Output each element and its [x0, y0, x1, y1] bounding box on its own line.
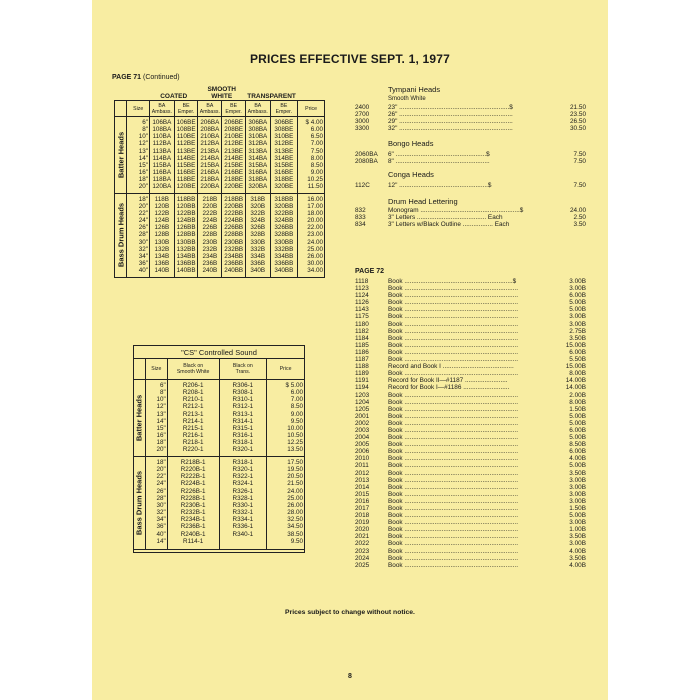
- batter-trans-be: 306BE 308BE 310BE 312BE 313BE 314BE 315BE 316BE 318BE 320BE: [270, 117, 298, 194]
- lettering-codes: 832 833 834: [355, 207, 366, 229]
- bass-coated-ba: 118B 120B 122B 124B 126B 128B 130B 132B 134B 136B 140B: [150, 193, 175, 277]
- cs-col-smooth-white: Black on Smooth White: [167, 359, 219, 380]
- page72-prices: 3.00B 3.00B 6.00B 5.00B 5.00B 3.00B 3.00B 2.75B 3.50B 15.00B 6.00B 5.50B 15.00B 8.00B 14.00B 14.00B 2.00B 8.00B 1.50B 5.00B 5.00B 6.00B 5.00B 8.50B 6.00B 4.00B 5.00B 3.50B 3.00B 3.00B 3.00B 3.00B 1.50B 5.00B 3.00B 1.00B 3.50B 3.00B 4.00B 3.50B 4.00B: [565, 278, 586, 569]
- batter-heads-label: Batter Heads: [115, 117, 127, 194]
- cs-bass-drum-heads-label: Bass Drum Heads: [134, 457, 146, 550]
- cs-col-size: Size: [145, 359, 167, 380]
- lettering-prices: 24.00 2.50 3.50: [570, 207, 586, 229]
- cs-bass-prices: 17.50 19.50 20.50 21.50 24.00 25.00 26.00 28.00 32.50 34.50 38.50 9.50: [267, 457, 305, 550]
- bongo-codes: 2060BA 2080BA: [355, 151, 378, 166]
- col-smooth-be: BE Emper.: [222, 101, 246, 117]
- conga-prices: 7.50: [573, 182, 586, 189]
- bass-prices: 16.00 17.00 18.00 20.00 22.00 23.00 24.00 25.00 26.00 30.00 34.00: [298, 193, 325, 277]
- cs-bass-smooth-white: R218B-1 R220B-1 R222B-1 R224B-1 R226B-1 R228B-1 R230B-1 R232B-1 R234B-1 R236B-1 R240B-1 R114-1: [167, 457, 219, 550]
- cs-bass-row: [134, 457, 305, 550]
- page72-items: Book .............................................................$ Book ................................................................ Book ................................................................ Book ................................................................ Book ................................................................ Book ................................................................ Book ................................................................ Book ................................................................ Book ................................................................ Book ................................................................ Book ................................................................ Book ................................................................ Record and Book I ........................................ Book ................................................................ Record for Book II—#1187 ........................ Record for Book I—#1186 .......................... Book ................................................................ Book ................................................................ Book ................................................................ Book ................................................................ Book ................................................................ Book ................................................................ Book ................................................................ Book ................................................................ Book ................................................................ Book ................................................................ Book ................................................................ Book ................................................................ Book ................................................................ Book ................................................................ Book ................................................................ Book ................................................................ Book ................................................................ Book ................................................................ Book ................................................................ Book ................................................................ Book ................................................................ Book ................................................................ Book ................................................................ Book ................................................................ Book ................................................................: [388, 278, 518, 569]
- group-smooth-white: SMOOTH WHITE: [207, 86, 236, 100]
- col-size: Size: [127, 101, 150, 117]
- bass-coated-be: 118BB 120BB 122BB 124BB 126BB 128BB 130BB 132BB 134BB 136BB 140BB: [174, 193, 198, 277]
- cs-batter-heads-label: Batter Heads: [134, 380, 146, 457]
- bongo-prices: 7.50 7.50: [573, 151, 586, 166]
- cs-col-trans: Black on Trans.: [219, 359, 267, 380]
- footer-note: Prices subject to change without notice.: [285, 609, 415, 616]
- col-trans-ba: BA Ambass.: [245, 101, 270, 117]
- page72-codes: 1118 1123 1124 1126 1143 1175 1180 1182 1184 1185 1186 1187 1188 1189 1191 1194 1203 1204 1205 2001 2002 2003 2004 2005 2006 2010 2011 2012 2013 2014 2015 2016 2017 2018 2019 2020 2021 2022 2023 2024 2025: [355, 278, 370, 569]
- batter-sizes: 6" 8" 10" 12" 13" 14" 15" 16" 18" 20": [127, 117, 150, 194]
- tympani-items: 23" ..............................................................$ 26" ................................................................ 29" ................................................................ 32" ................................................................: [388, 104, 513, 133]
- page-number: 8: [348, 673, 352, 680]
- bass-sizes: 18" 20" 22" 24" 26" 28" 30" 32" 34" 36" 40": [127, 193, 150, 277]
- cs-batter-row: [134, 380, 305, 457]
- page71-label-number: 71: [133, 74, 142, 81]
- tympani-heading: Tympani Heads: [388, 85, 441, 94]
- tympani-codes: 2400 2700 3000 3300: [355, 104, 370, 133]
- cs-title: "CS" Controlled Sound: [181, 348, 257, 357]
- batter-prices: $ 4.00 6.00 6.50 7.00 7.50 8.00 8.50 9.00 10.25 11.50: [298, 117, 325, 194]
- tympani-subheading: Smooth White: [388, 96, 426, 102]
- batter-coated-ba: 106BA 108BA 110BA 112BA 113BA 114BA 115BA 116BA 118BA 120BA: [150, 117, 175, 194]
- conga-items: 12" ..................................................$: [388, 182, 492, 189]
- conga-heading: Conga Heads: [388, 170, 434, 179]
- cs-batter-trans: R306-1 R308-1 R310-1 R312-1 R313-1 R314-1 R315-1 R316-1 R318-1 R320-1: [219, 380, 267, 457]
- bass-trans-ba: 318B 320B 322B 324B 326B 328B 330B 332B 334B 336B 340B: [245, 193, 270, 277]
- bongo-heading: Bongo Heads: [388, 139, 434, 148]
- lettering-heading: Drum Head Lettering: [388, 197, 458, 206]
- batter-smooth-be: 206BE 208BE 210BE 212BE 213BE 214BE 215BE 216BE 218BE 220BE: [222, 117, 246, 194]
- page71-bass-row: [115, 193, 325, 277]
- page71-label-sub: (Continued): [143, 74, 180, 81]
- page72-label: PAGE 72: [355, 268, 385, 275]
- lettering-items: Monogram ........................................................$ 3" Letters ....................................... Each 3" Letters w/Black Outline ................. Each: [388, 207, 524, 229]
- bass-drum-heads-label: Bass Drum Heads: [115, 193, 127, 277]
- catalog-page: [92, 0, 608, 700]
- bass-trans-be: 318BB 320BB 322BB 324BB 326BB 328BB 330BB 332BB 334BB 336BB 340BB: [270, 193, 298, 277]
- page71-label-text: PAGE: [112, 74, 132, 81]
- bass-smooth-ba: 218B 220B 222B 224B 226B 228B 230B 232B 234B 236B 240B: [198, 193, 222, 277]
- cs-col-price: Price: [267, 359, 305, 380]
- col-price: Price: [298, 101, 325, 117]
- cs-price-table: [133, 358, 305, 550]
- group-coated: COATED: [160, 93, 188, 100]
- page71-label: [112, 74, 180, 81]
- cs-bass-sizes: 18" 20" 22" 24" 26" 28" 30" 32" 34" 36" 40" 14": [145, 457, 167, 550]
- page71-batter-row: [115, 117, 325, 194]
- cs-batter-smooth-white: R206-1 R208-1 R210-1 R212-1 R213-1 R214-1 R215-1 R216-1 R218-1 R220-1: [167, 380, 219, 457]
- group-transparent: TRANSPARENT: [247, 93, 296, 100]
- col-smooth-ba: BA Ambass.: [199, 102, 220, 115]
- batter-trans-ba: 306BA 308BA 310BA 312BA 313BA 314BA 315BA 316BA 318BA 320BA: [245, 117, 270, 194]
- conga-codes: 112C: [355, 182, 370, 189]
- col-coated-be: BE Emper.: [174, 101, 198, 117]
- cs-batter-prices: $ 5.00 6.00 7.00 8.50 9.00 9.50 10.00 10.50 12.25 13.50: [267, 380, 305, 457]
- bongo-items: 6" ...................................................$ 8" .....................................................: [388, 151, 490, 166]
- batter-coated-be: 106BE 108BE 110BE 112BE 113BE 114BE 115BE 116BE 118BE 120BE: [174, 117, 198, 194]
- page71-price-table: [114, 86, 325, 278]
- page-title: PRICES EFFECTIVE SEPT. 1, 1977: [249, 52, 451, 66]
- batter-smooth-ba: 206BA 208BA 210BA 212BA 213BA 214BA 215BA 216BA 218BA 220BA: [198, 117, 222, 194]
- tympani-prices: 21.50 23.50 26.50 30.50: [570, 104, 586, 133]
- cs-batter-sizes: 6" 8" 10" 12" 13" 14" 15" 16" 18" 20": [145, 380, 167, 457]
- bass-smooth-be: 218BB 220BB 222BB 224BB 226BB 228BB 230BB 232BB 234BB 236BB 240BB: [222, 193, 246, 277]
- col-coated-ba: BA Ambass.: [150, 101, 175, 117]
- cs-bass-trans: R318-1 R320-1 R322-1 R324-1 R326-1 R328-1 R330-1 R332-1 R334-1 R336-1 R340-1: [219, 457, 267, 550]
- col-trans-be: BE Emper.: [270, 101, 298, 117]
